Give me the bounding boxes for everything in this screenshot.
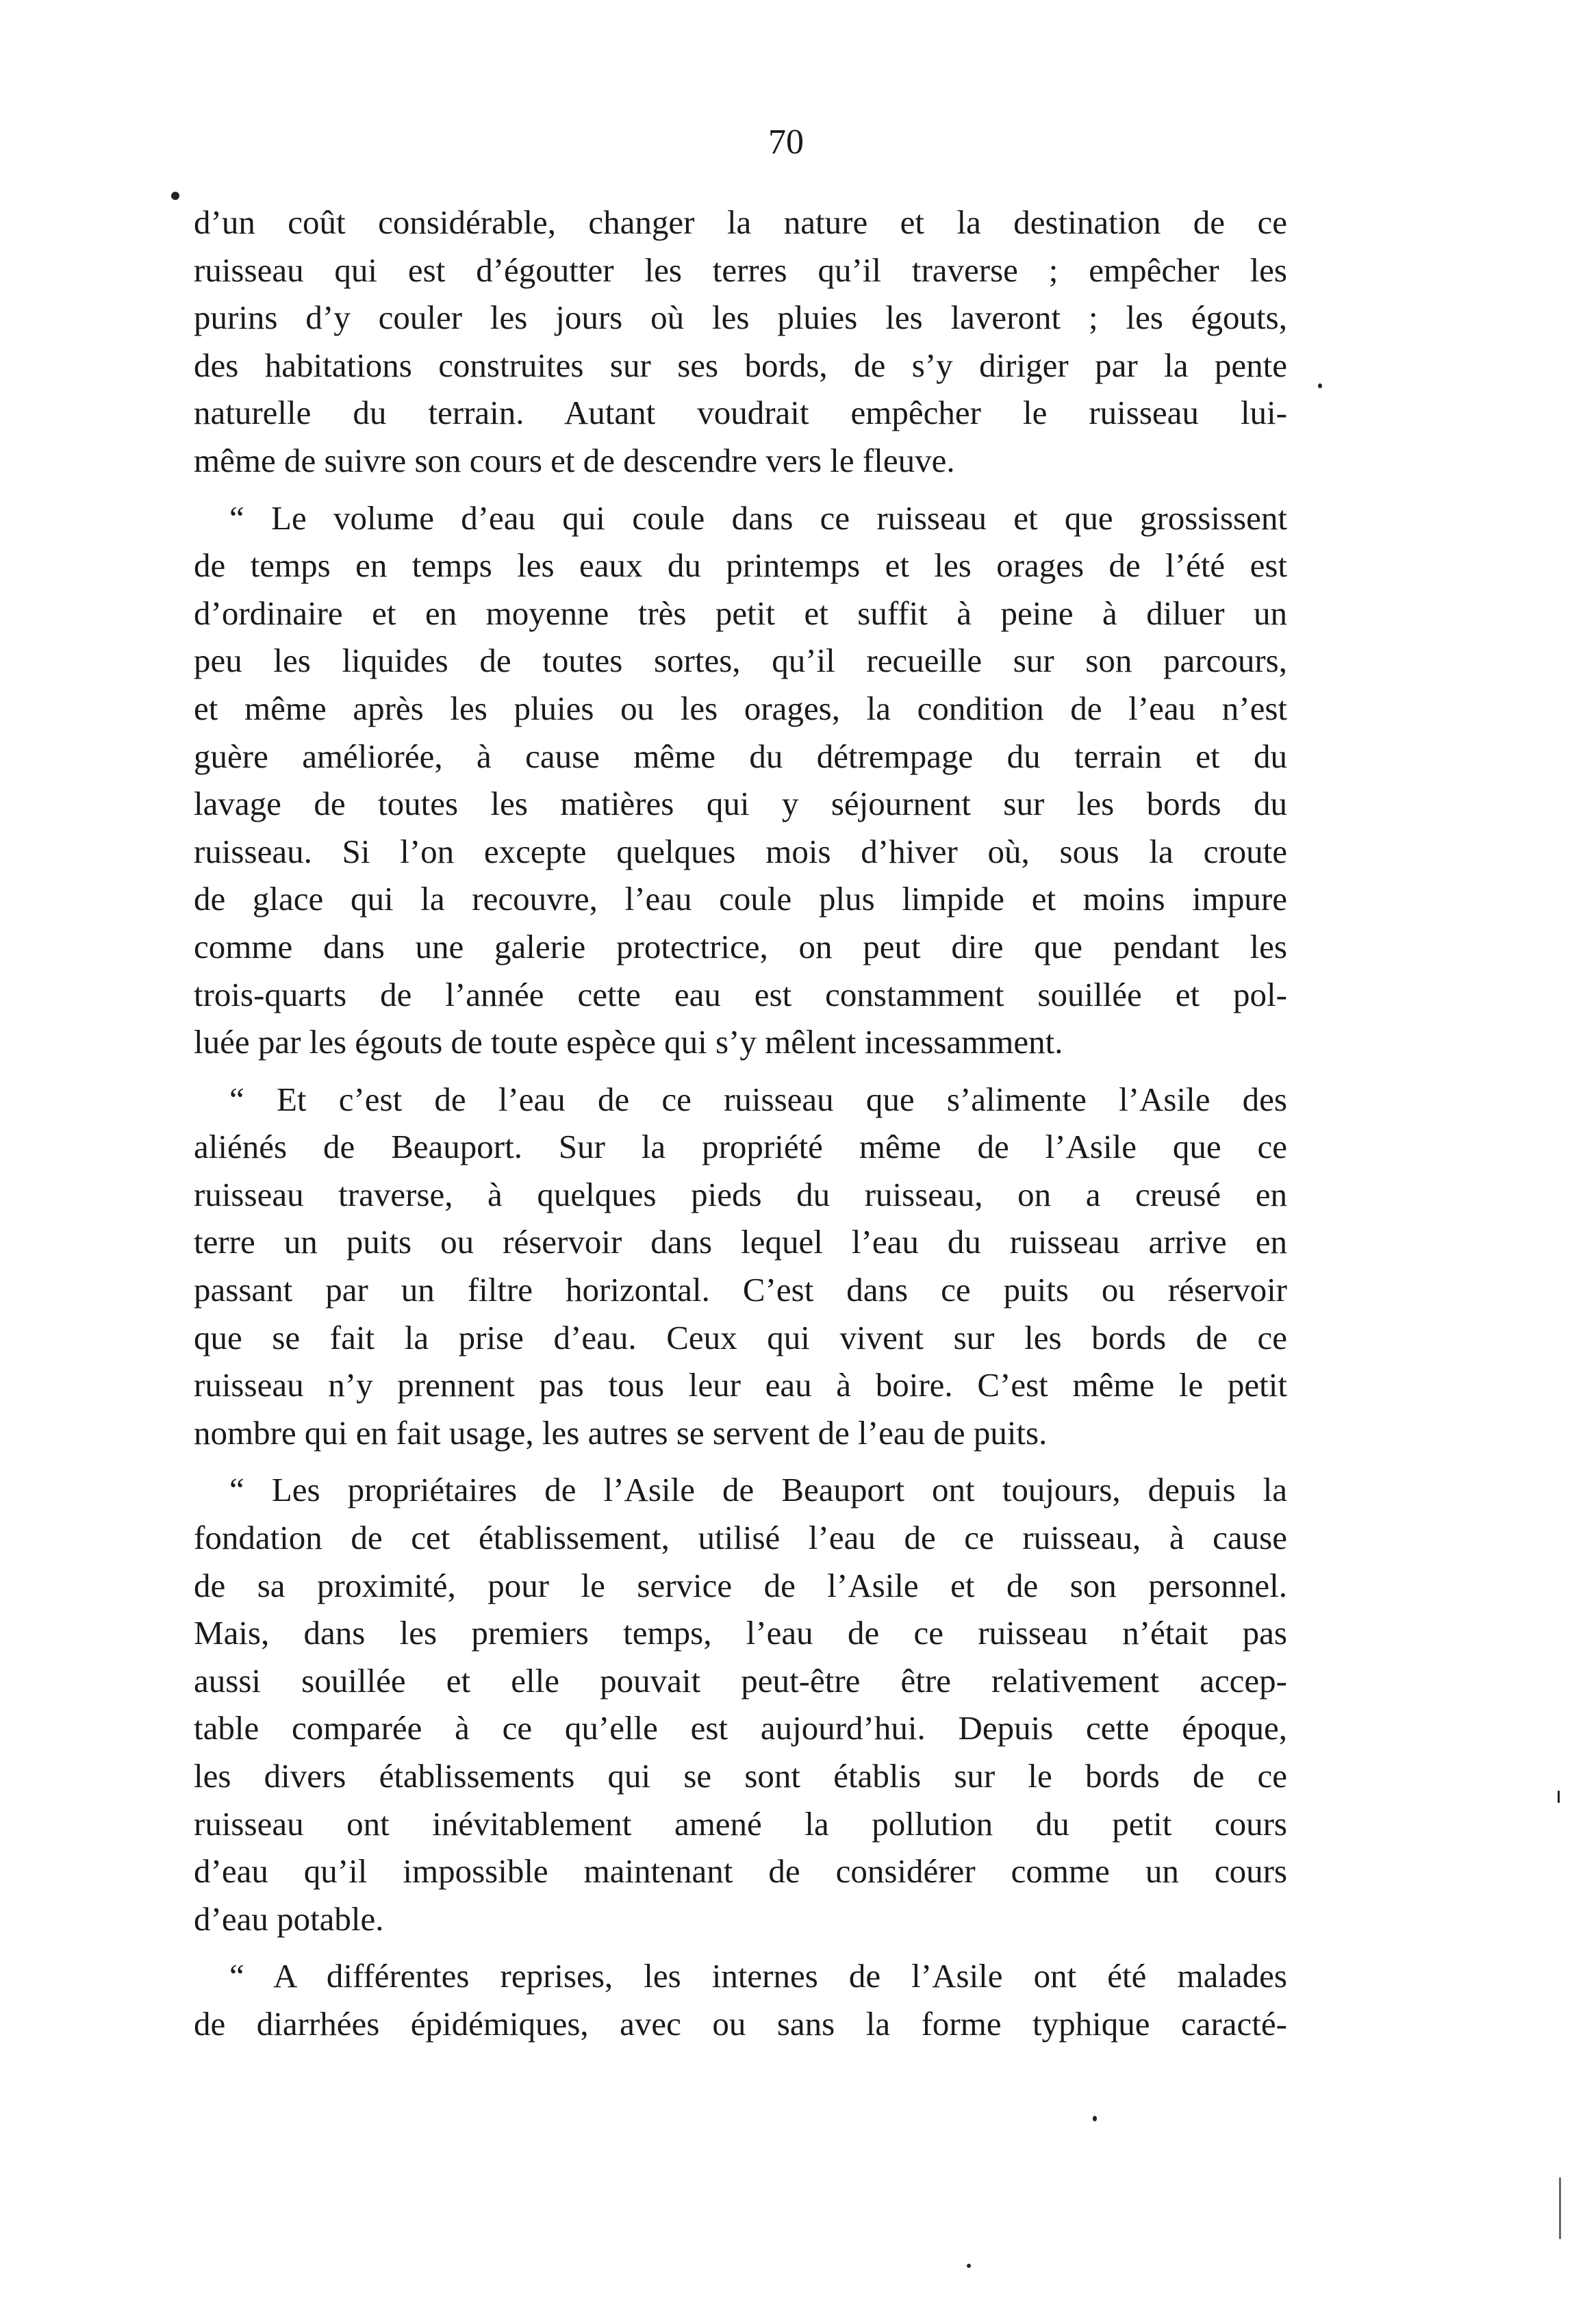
text-line: d’eau qu’il impossible maintenant de considérer comme un cours [194, 1852, 1287, 1891]
text-line: ruisseau n’y prennent pas tous leur eau à boire. C’est même le petit [194, 1366, 1287, 1404]
text-line: les divers établissements qui se sont établis sur le bords de ce [194, 1757, 1287, 1795]
text-line: ruisseau traverse, à quelques pieds du ruisseau, on a creusé en [194, 1175, 1287, 1213]
scan-speck [1559, 2177, 1561, 2239]
paragraph-gap [194, 1943, 1287, 1952]
scan-speck [967, 2264, 971, 2268]
paragraph-gap [194, 1066, 1287, 1076]
text-line: Mais, dans les premiers temps, l’eau de ce ruisseau n’était pas [194, 1614, 1287, 1652]
paragraph [194, 1466, 1287, 1943]
text-line: aussi souillée et elle pouvait peut-être être relativement accep- [194, 1661, 1287, 1700]
text-line: peu les liquides de toutes sortes, qu’il recueille sur son parcours, [194, 642, 1287, 680]
text-line: nombre qui en fait usage, les autres se servent de l’eau de puits. [194, 1413, 1048, 1452]
text-line: ruisseau ont inévitablement amené la pollution du petit cours [194, 1804, 1287, 1843]
text-line: passant par un filtre horizontal. C’est dans ce puits ou réservoir [194, 1271, 1287, 1309]
text-line: ruisseau. Si l’on excepte quelques mois d’hiver où, sous la croute [194, 832, 1287, 870]
text-line: table comparée à ce qu’elle est aujourd’hui. Depuis cette époque, [194, 1709, 1287, 1747]
page-number: 70 [768, 123, 804, 162]
text-line: luée par les égouts de toute espèce qui s’y mêlent incessamment. [194, 1023, 1063, 1061]
text-line: et même après les pluies ou les orages, la condition de l’eau n’est [194, 689, 1287, 727]
text-line: “ Les propriétaires de l’Asile de Beauport ont toujours, depuis la [229, 1471, 1287, 1509]
text-line: de temps en temps les eaux du printemps et les orages de l’été est [194, 546, 1287, 585]
text-line: de sa proximité, pour le service de l’Asile et de son personnel. [194, 1566, 1287, 1604]
scan-speck [1318, 383, 1322, 388]
text-line: aliénés de Beauport. Sur la propriété même de l’Asile que ce [194, 1128, 1287, 1166]
text-line: “ A différentes reprises, les internes de l’Asile ont été malades [229, 1957, 1287, 1995]
text-line: purins d’y couler les jours où les pluies les laveront ; les égouts, [194, 299, 1287, 337]
text-line: d’ordinaire et en moyenne très petit et suffit à peine à diluer un [194, 594, 1287, 632]
text-line: d’un coût considérable, changer la nature et la destination de ce [194, 203, 1287, 241]
paragraph [194, 199, 1287, 485]
scan-speck [171, 192, 179, 200]
text-line: guère améliorée, à cause même du détrempage du terrain et du [194, 737, 1287, 775]
text-line: “ Le volume d’eau qui coule dans ce ruisseau et que grossissent [229, 498, 1287, 537]
paragraph [194, 494, 1287, 1066]
text-line: que se fait la prise d’eau. Ceux qui vivent sur les bords de ce [194, 1318, 1287, 1356]
body-text [194, 199, 1287, 2048]
text-line: de diarrhées épidémiques, avec ou sans la forme typhique caracté- [194, 2004, 1287, 2043]
scan-speck [1093, 2116, 1097, 2121]
paragraph-gap [194, 1456, 1287, 1466]
text-line: de glace qui la recouvre, l’eau coule plus limpide et moins impure [194, 880, 1287, 918]
text-line: lavage de toutes les matières qui y séjournent sur les bords du [194, 785, 1287, 823]
text-line: des habitations construites sur ses bords, de s’y diriger par la pente [194, 346, 1287, 384]
scan-speck [1558, 1791, 1560, 1803]
text-line: “ Et c’est de l’eau de ce ruisseau que s’alimente l’Asile des [229, 1080, 1287, 1118]
text-line: ruisseau qui est d’égoutter les terres qu’il traverse ; empêcher les [194, 251, 1287, 289]
paragraph [194, 1952, 1287, 2047]
text-line: fondation de cet établissement, utilisé l’eau de ce ruisseau, à cause [194, 1519, 1287, 1557]
text-line: naturelle du terrain. Autant voudrait empêcher le ruisseau lui- [194, 394, 1287, 432]
text-line: terre un puits ou réservoir dans lequel l’eau du ruisseau arrive en [194, 1223, 1287, 1261]
paragraph [194, 1076, 1287, 1457]
text-line: même de suivre son cours et de descendre vers le fleuve. [194, 441, 955, 479]
text-line: comme dans une galerie protectrice, on peut dire que pendant les [194, 927, 1287, 965]
paragraph-gap [194, 485, 1287, 494]
text-line: trois-quarts de l’année cette eau est constamment souillée et pol- [194, 975, 1287, 1013]
text-line: d’eau potable. [194, 1899, 384, 1938]
